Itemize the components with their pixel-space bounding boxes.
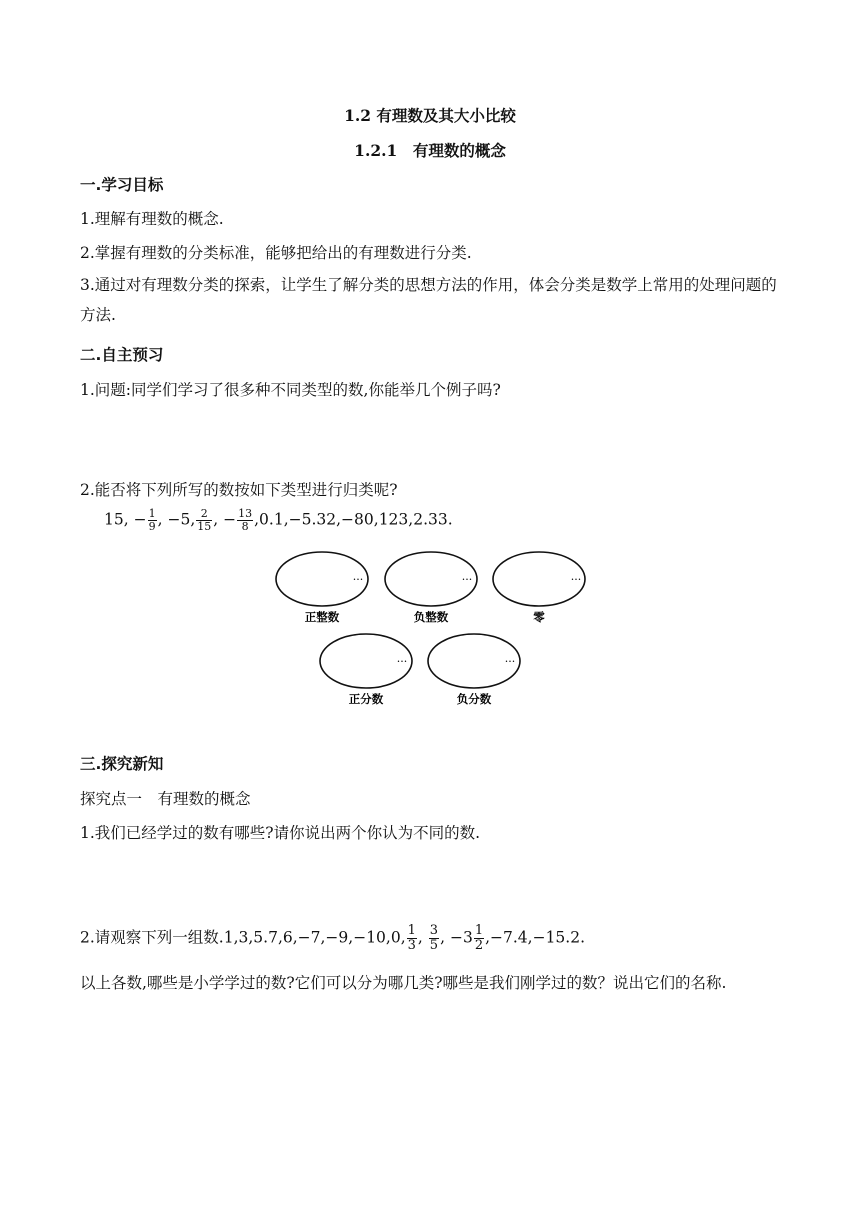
fraction-three-fifths: $\frac{3}{5}$	[429, 923, 439, 953]
preview-question-1: 1.问题:同学们学习了很多种不同类型的数,你能举几个例子吗?	[80, 381, 501, 399]
oval-ellipsis: ···	[461, 573, 473, 586]
oval-negative-fraction	[428, 634, 520, 706]
oval-label-negative-fraction: 负分数	[456, 692, 492, 706]
oval-ellipsis: ···	[504, 655, 516, 668]
section-heading-explore: 三.探究新知	[80, 755, 164, 773]
fraction-one-ninth: $\frac{1}{9}$	[148, 507, 156, 533]
number-list-rest: ,0.1,−5.32,−80,123,2.33.	[254, 510, 453, 529]
fraction-two-fifteenths: $\frac{2}{15}$	[197, 507, 212, 533]
section-heading-goals: 一.学习目标	[80, 176, 164, 194]
oval-ellipsis: ···	[570, 573, 582, 586]
explore-question-2: 2.请观察下列一组数.1,3,5.7,6,−7,−9,−10,0, $\frac{1}{3}$ , $\frac{3}{5}$ , −3 $\frac{1}{2}$ ,−7.4,−15.2.	[80, 923, 586, 953]
explore-question-1: 1.我们已经学过的数有哪些?请你说出两个你认为不同的数.	[80, 824, 481, 842]
goal-item-1: 1.理解有理数的概念.	[80, 210, 224, 228]
page-title: 1.2 有理数及其大小比较	[344, 106, 516, 125]
oval-positive-integer	[276, 552, 368, 624]
sign-minus: −	[133, 510, 147, 529]
mixed-number-whole: −3	[449, 928, 473, 947]
sign-minus: −	[223, 510, 237, 529]
oval-label-positive-integer: 正整数	[304, 610, 340, 624]
explore-point-1: 探究点一 有理数的概念	[80, 790, 251, 808]
oval-ellipsis: ···	[352, 573, 364, 586]
preview-question-2: 2.能否将下列所写的数按如下类型进行归类呢?	[80, 481, 398, 499]
number-15: 15,	[104, 510, 129, 529]
section-heading-preview: 二.自主预习	[80, 346, 164, 364]
fraction-one-half: $\frac{1}{2}$	[474, 923, 484, 953]
oval-label-negative-integer: 负整数	[413, 610, 449, 624]
oval-label-zero: 零	[533, 610, 545, 624]
oval-negative-integer	[385, 552, 477, 624]
explore-question-3: 以上各数,哪些是小学学过的数?它们可以分为哪几类?哪些是我们刚学过的数？说出它们的名称.	[80, 974, 727, 992]
oval-zero	[493, 552, 585, 624]
fraction-one-third: $\frac{1}{3}$	[407, 923, 416, 953]
goal-item-3: 3.通过对有理数分类的探索，让学生了解分类的思想方法的作用，体会分类是数学上常用的处理问题的方法.	[80, 276, 777, 324]
fraction-thirteen-eighths: $\frac{13}{8}$	[238, 507, 253, 533]
number-minus-5: −5,	[167, 510, 196, 529]
page-subtitle: 1.2.1 有理数的概念	[354, 141, 506, 160]
oval-ellipsis: ···	[396, 655, 408, 668]
goal-item-2: 2.掌握有理数的分类标准，能够把给出的有理数进行分类.	[80, 244, 472, 262]
oval-label-positive-fraction: 正分数	[348, 692, 384, 706]
number-list: 15, − $\frac{1}{9}$ , −5, $\frac{2}{15}$ , − $\frac{13}{8}$ ,0.1,−5.32,−80,123,2.33.	[104, 507, 453, 533]
oval-positive-fraction	[320, 634, 412, 706]
